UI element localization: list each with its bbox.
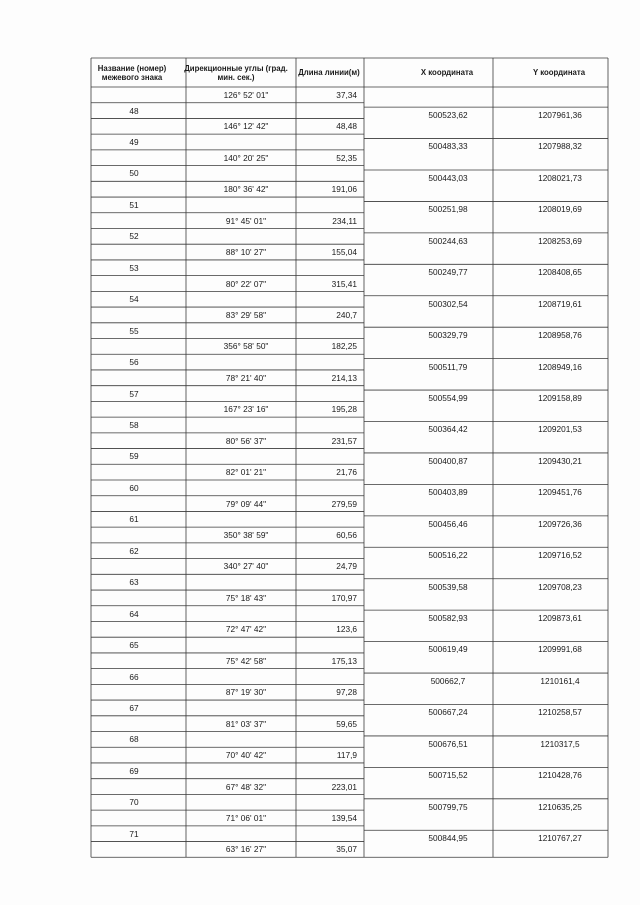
direction-angle: 356° 58' 50" bbox=[223, 341, 269, 352]
y-coordinate: 1208019,69 bbox=[538, 204, 582, 215]
direction-angle: 78° 21' 40" bbox=[225, 372, 267, 383]
x-coordinate: 500676,51 bbox=[428, 738, 468, 749]
x-coordinate: 500523,62 bbox=[428, 109, 468, 120]
x-coordinate: 500582,93 bbox=[428, 613, 468, 624]
x-coordinate: 500516,22 bbox=[428, 550, 468, 561]
line-length: 97,28 bbox=[336, 687, 357, 698]
header-y: Y координата bbox=[532, 68, 586, 77]
y-coordinate: 1207961,36 bbox=[538, 109, 582, 120]
boundary-mark-number: 54 bbox=[129, 294, 139, 305]
y-coordinate: 1207988,32 bbox=[538, 141, 582, 152]
line-length: 175,13 bbox=[331, 655, 357, 666]
direction-angle: 91° 45' 01" bbox=[225, 215, 267, 226]
y-coordinate: 1209158,89 bbox=[538, 392, 582, 403]
line-length: 195,28 bbox=[331, 404, 357, 415]
direction-angle: 350° 38' 59" bbox=[223, 530, 269, 541]
line-length: 234,11 bbox=[332, 215, 357, 226]
direction-angle: 67° 48' 32" bbox=[225, 781, 267, 792]
y-coordinate: 1209430,21 bbox=[538, 455, 582, 466]
y-coordinate: 1209451,76 bbox=[538, 487, 582, 498]
y-coordinate: 1210428,76 bbox=[538, 770, 582, 781]
line-length: 37,34 bbox=[336, 89, 357, 100]
direction-angle: 75° 42' 58" bbox=[225, 655, 267, 666]
direction-angle: 87° 19' 30" bbox=[225, 687, 267, 698]
y-coordinate: 1208719,61 bbox=[538, 298, 582, 309]
line-length: 21,76 bbox=[336, 467, 357, 478]
boundary-mark-number: 51 bbox=[129, 199, 139, 210]
line-length: 48,48 bbox=[336, 121, 357, 132]
boundary-mark-number: 55 bbox=[129, 325, 139, 336]
line-length: 191,06 bbox=[331, 184, 357, 195]
line-length: 182,25 bbox=[331, 341, 357, 352]
header-angle: Дирекционные углы (град. мин. сек.) bbox=[184, 64, 288, 82]
boundary-mark-number: 48 bbox=[129, 105, 139, 116]
x-coordinate: 500249,77 bbox=[428, 267, 468, 278]
x-coordinate: 500844,95 bbox=[428, 833, 468, 844]
boundary-mark-number: 58 bbox=[129, 419, 139, 430]
direction-angle: 167° 23' 16" bbox=[223, 404, 269, 415]
direction-angle: 80° 22' 07" bbox=[225, 278, 267, 289]
boundary-mark-number: 65 bbox=[129, 640, 139, 651]
boundary-mark-number: 71 bbox=[129, 828, 139, 839]
direction-angle: 340° 27' 40" bbox=[223, 561, 269, 572]
y-coordinate: 1210317,5 bbox=[540, 738, 580, 749]
x-coordinate: 500483,33 bbox=[428, 141, 468, 152]
y-coordinate: 1210635,25 bbox=[538, 801, 582, 812]
y-coordinate: 1208021,73 bbox=[538, 172, 582, 183]
boundary-mark-number: 56 bbox=[129, 357, 139, 368]
line-length: 315,41 bbox=[331, 278, 357, 289]
direction-angle: 80° 56' 37" bbox=[225, 435, 267, 446]
y-coordinate: 1210767,27 bbox=[538, 833, 582, 844]
boundary-mark-number: 68 bbox=[129, 734, 139, 745]
boundary-mark-number: 70 bbox=[129, 797, 139, 808]
y-coordinate: 1210161,4 bbox=[540, 675, 580, 686]
boundary-mark-number: 52 bbox=[129, 231, 139, 242]
x-coordinate: 500539,58 bbox=[428, 581, 468, 592]
direction-angle: 79° 09' 44" bbox=[225, 498, 267, 509]
line-length: 24,79 bbox=[336, 561, 357, 572]
boundary-mark-number: 53 bbox=[129, 262, 139, 273]
y-coordinate: 1208253,69 bbox=[538, 235, 582, 246]
line-length: 279,59 bbox=[331, 498, 357, 509]
y-coordinate: 1209726,36 bbox=[538, 518, 582, 529]
direction-angle: 75° 18' 43" bbox=[225, 592, 267, 603]
x-coordinate: 500799,75 bbox=[428, 801, 468, 812]
line-length: 170,97 bbox=[331, 592, 357, 603]
x-coordinate: 500329,79 bbox=[428, 330, 468, 341]
x-coordinate: 500619,49 bbox=[428, 644, 468, 655]
y-coordinate: 1208958,76 bbox=[538, 330, 582, 341]
x-coordinate: 500302,54 bbox=[428, 298, 468, 309]
x-coordinate: 500715,52 bbox=[428, 770, 468, 781]
y-coordinate: 1209708,23 bbox=[538, 581, 582, 592]
x-coordinate: 500400,87 bbox=[428, 455, 468, 466]
line-length: 60,56 bbox=[336, 530, 357, 541]
y-coordinate: 1209873,61 bbox=[538, 613, 582, 624]
line-length: 240,7 bbox=[336, 309, 357, 320]
boundary-mark-number: 57 bbox=[129, 388, 139, 399]
direction-angle: 88° 10' 27" bbox=[225, 247, 267, 258]
boundary-mark-number: 69 bbox=[129, 765, 139, 776]
header-length: Длина линии(м) bbox=[298, 68, 360, 77]
x-coordinate: 500667,24 bbox=[428, 707, 468, 718]
boundary-mark-number: 60 bbox=[129, 482, 139, 493]
x-coordinate: 500456,46 bbox=[428, 518, 468, 529]
boundary-mark-number: 61 bbox=[129, 514, 139, 525]
x-coordinate: 500511,79 bbox=[428, 361, 468, 372]
direction-angle: 70° 40' 42" bbox=[225, 750, 267, 761]
y-coordinate: 1209716,52 bbox=[538, 550, 582, 561]
header-x: X координата bbox=[420, 68, 474, 77]
line-length: 59,65 bbox=[336, 718, 357, 729]
x-coordinate: 500244,63 bbox=[428, 235, 468, 246]
x-coordinate: 500364,42 bbox=[428, 424, 468, 435]
direction-angle: 82° 01' 21" bbox=[225, 467, 267, 478]
boundary-mark-number: 50 bbox=[129, 168, 139, 179]
y-coordinate: 1208408,65 bbox=[538, 267, 582, 278]
boundary-mark-number: 64 bbox=[129, 608, 139, 619]
y-coordinate: 1210258,57 bbox=[538, 707, 582, 718]
direction-angle: 140° 20' 25" bbox=[223, 152, 269, 163]
line-length: 139,54 bbox=[331, 812, 357, 823]
x-coordinate: 500554,99 bbox=[428, 392, 468, 403]
line-length: 123,6 bbox=[336, 624, 357, 635]
x-coordinate: 500443,03 bbox=[428, 172, 468, 183]
y-coordinate: 1208949,16 bbox=[538, 361, 582, 372]
direction-angle: 126° 52' 01" bbox=[223, 89, 269, 100]
line-length: 52,35 bbox=[336, 152, 357, 163]
boundary-mark-number: 66 bbox=[129, 671, 139, 682]
line-length: 117,9 bbox=[336, 750, 357, 761]
direction-angle: 72° 47' 42" bbox=[225, 624, 267, 635]
boundary-mark-number: 63 bbox=[129, 577, 139, 588]
line-length: 35,07 bbox=[336, 844, 357, 855]
x-coordinate: 500403,89 bbox=[428, 487, 468, 498]
boundary-mark-number: 59 bbox=[129, 451, 139, 462]
line-length: 223,01 bbox=[331, 781, 357, 792]
boundary-mark-number: 67 bbox=[129, 702, 139, 713]
direction-angle: 81° 03' 37" bbox=[225, 718, 267, 729]
line-length: 155,04 bbox=[331, 247, 357, 258]
direction-angle: 71° 06' 01" bbox=[225, 812, 267, 823]
x-coordinate: 500251,98 bbox=[428, 204, 468, 215]
y-coordinate: 1209991,68 bbox=[538, 644, 582, 655]
y-coordinate: 1209201,53 bbox=[538, 424, 582, 435]
line-length: 214,13 bbox=[331, 372, 357, 383]
boundary-mark-number: 62 bbox=[129, 545, 139, 556]
direction-angle: 83° 29' 58" bbox=[225, 309, 267, 320]
line-length: 231,57 bbox=[331, 435, 357, 446]
direction-angle: 146° 12' 42" bbox=[223, 121, 269, 132]
boundary-mark-number: 49 bbox=[129, 137, 139, 148]
x-coordinate: 500662,7 bbox=[430, 675, 466, 686]
direction-angle: 63° 16' 27" bbox=[225, 844, 267, 855]
direction-angle: 180° 36' 42" bbox=[223, 184, 269, 195]
header-name: Название (номер) межевого знака bbox=[97, 64, 167, 82]
